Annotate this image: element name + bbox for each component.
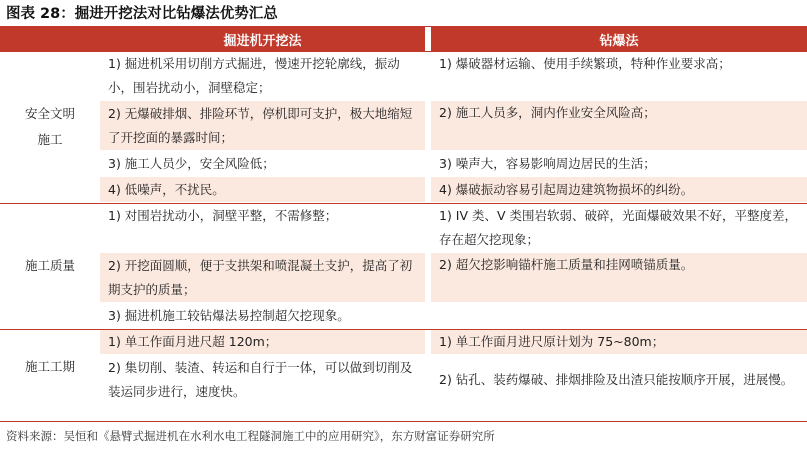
table-row bbox=[0, 303, 807, 329]
cell-tbm: 1) 单工作面月进尺超 120m； bbox=[100, 329, 425, 355]
cell-tbm: 1) 对围岩扰动小，洞壁平整，不需修整； bbox=[100, 203, 425, 253]
category-label: 安全文明 施工 bbox=[24, 106, 75, 147]
cell-drill: 2) 钻孔、装药爆破、排烟排险及出渣只能按顺序开展，进展慢。 bbox=[431, 355, 807, 405]
figure-title: 图表 28：掘进开挖法对比钻爆法优势汇总 bbox=[6, 6, 278, 22]
table-row bbox=[0, 177, 807, 203]
cell-tbm: 2) 无爆破排烟、排险环节，停机即可支护，极大地缩短了开挖面的暴露时间； bbox=[100, 101, 425, 151]
table-header-row bbox=[0, 27, 807, 51]
cell-drill: 1) 爆破器材运输、使用手续繁琐，特种作业要求高； bbox=[431, 51, 807, 101]
header-tbm-method: 掘进机开挖法 bbox=[100, 27, 425, 51]
cell-tbm: 2) 集切削、装渣、转运和自行于一体，可以做到切削及装运同步进行，速度快。 bbox=[100, 355, 425, 405]
comparison-table bbox=[0, 27, 807, 405]
cell-tbm: 4) 低噪声，不扰民。 bbox=[100, 177, 425, 203]
category-safety bbox=[0, 51, 100, 203]
cell-drill: 2) 施工人员多，洞内作业安全风险高； bbox=[431, 101, 807, 151]
header-category bbox=[0, 27, 100, 51]
category-schedule: 施工工期 bbox=[0, 329, 100, 405]
category-quality: 施工质量 bbox=[0, 203, 100, 329]
cell-tbm: 3) 掘进机施工较钻爆法易控制超欠挖现象。 bbox=[100, 303, 425, 329]
cell-tbm: 2) 开挖面圆顺，便于支拱架和喷混凝土支护，提高了初期支护的质量； bbox=[100, 253, 425, 303]
cell-drill: 3) 噪声大，容易影响周边居民的生活； bbox=[431, 151, 807, 177]
cell-drill: 1) IV 类、V 类围岩软弱、破碎，光面爆破效果不好，平整度差，存在超欠挖现象； bbox=[431, 203, 807, 253]
cell-drill: 2) 超欠挖影响锚杆施工质量和挂网喷锚质量。 bbox=[431, 253, 807, 303]
bottom-rule bbox=[0, 421, 807, 422]
table-row bbox=[0, 151, 807, 177]
table-row bbox=[0, 355, 807, 405]
cell-tbm: 1) 掘进机采用切削方式掘进，慢速开挖轮廓线，振动小，围岩扰动小，洞壁稳定； bbox=[100, 51, 425, 101]
header-drill-blast-method: 钻爆法 bbox=[431, 27, 807, 51]
table-row bbox=[0, 253, 807, 303]
source-note: 资料来源：吴恒和《悬臂式掘进机在水利水电工程隧洞施工中的应用研究》，东方财富证券研究所 bbox=[6, 429, 495, 443]
table-row bbox=[0, 101, 807, 151]
table-row bbox=[0, 203, 807, 253]
cell-drill: 4) 爆破振动容易引起周边建筑物损坏的纠纷。 bbox=[431, 177, 807, 203]
table-row bbox=[0, 51, 807, 101]
cell-drill: 1) 单工作面月进尺原计划为 75~80m； bbox=[431, 329, 807, 355]
cell-tbm: 3) 施工人员少，安全风险低； bbox=[100, 151, 425, 177]
cell-drill bbox=[431, 303, 807, 329]
table-row bbox=[0, 329, 807, 355]
